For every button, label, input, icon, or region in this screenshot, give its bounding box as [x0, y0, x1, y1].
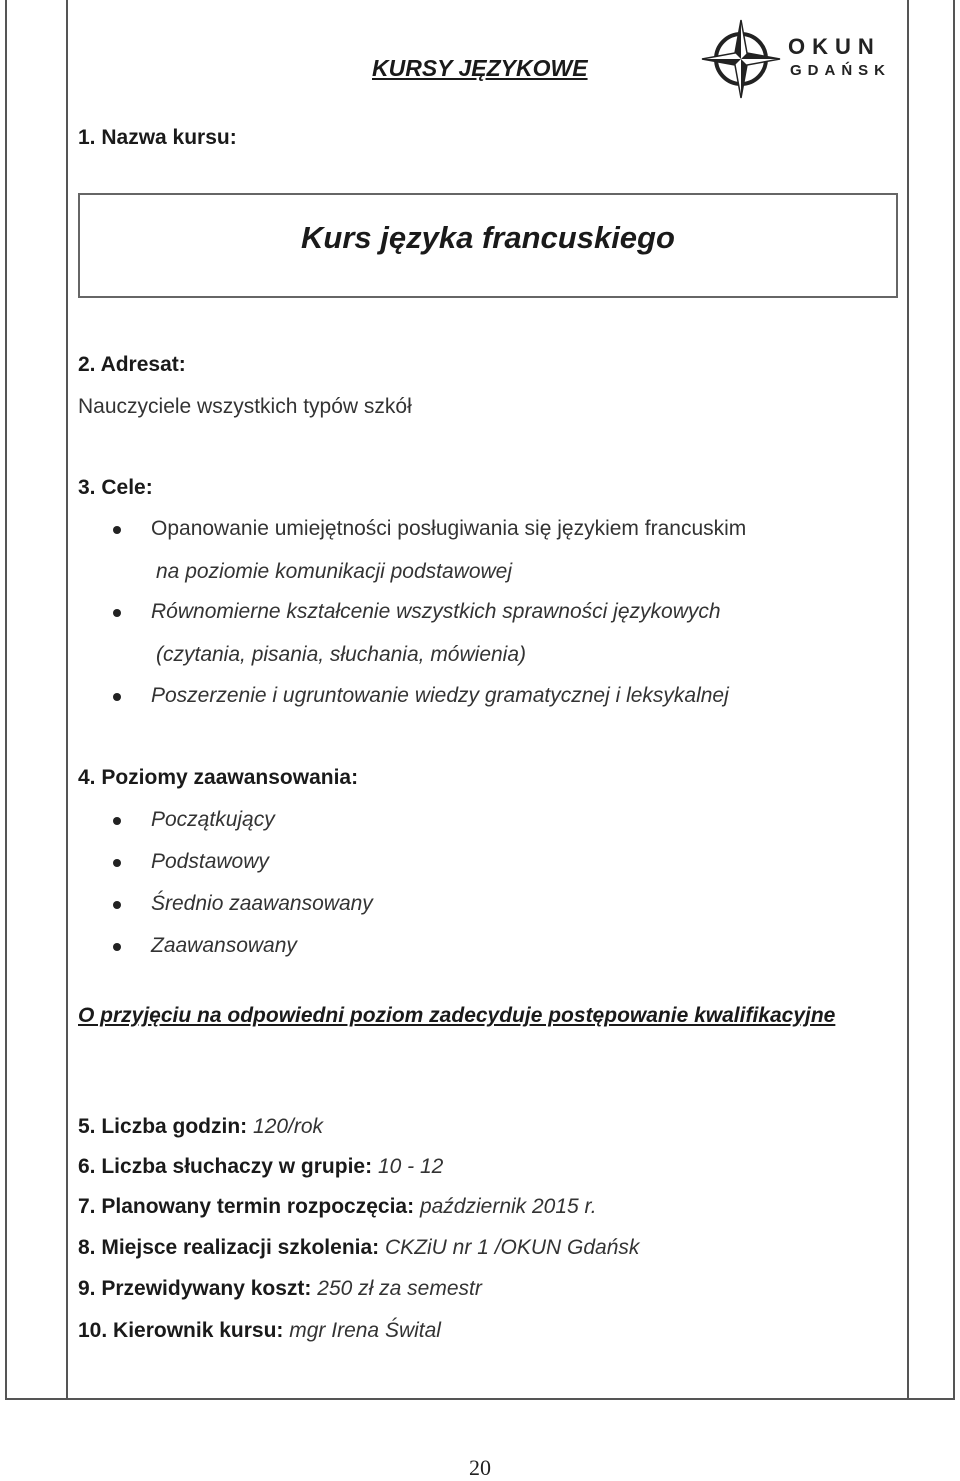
- goal-item: Poszerzenie i ugruntowanie wiedzy gramatycznej i leksykalnej: [151, 684, 729, 707]
- bullet-icon: [113, 901, 121, 909]
- detail-label: 10. Kierownik kursu:: [78, 1319, 284, 1342]
- detail-row: [78, 1277, 482, 1301]
- goal-item: Równomierne kształcenie wszystkich sprawności językowych: [151, 600, 721, 623]
- detail-label: 7. Planowany termin rozpoczęcia:: [78, 1195, 415, 1218]
- bullet-icon: [113, 817, 121, 825]
- course-name-box: [78, 193, 898, 298]
- detail-row: [78, 1319, 441, 1343]
- course-name-label: 1. Nazwa kursu:: [78, 126, 237, 149]
- level-item: Średnio zaawansowany: [151, 892, 373, 915]
- bullet-icon: [113, 526, 121, 534]
- detail-value: 10 - 12: [377, 1155, 444, 1178]
- detail-label: 8. Miejsce realizacji szkolenia:: [78, 1236, 380, 1259]
- level-item: Zaawansowany: [151, 934, 297, 957]
- bullet-icon: [113, 693, 121, 701]
- logo-city: GDAŃSK: [790, 62, 892, 79]
- header-title: KURSY JĘZYKOWE: [372, 55, 588, 81]
- goal-item-continuation: na poziomie komunikacji podstawowej: [156, 560, 513, 583]
- goal-item-continuation: (czytania, pisania, słuchania, mówienia): [156, 643, 527, 666]
- level-item: Podstawowy: [151, 850, 269, 873]
- detail-value: 250 zł za semestr: [317, 1277, 482, 1300]
- bullet-icon: [113, 609, 121, 617]
- detail-row: [78, 1155, 443, 1179]
- detail-value: październik 2015 r.: [419, 1195, 597, 1218]
- detail-value: 120/rok: [253, 1115, 324, 1138]
- detail-label: 9. Przewidywany koszt:: [78, 1277, 312, 1300]
- frame-inner-left-line: [66, 0, 68, 1400]
- detail-row: [78, 1236, 639, 1260]
- goal-item: Opanowanie umiejętności posługiwania się językiem francuskim: [151, 517, 747, 540]
- detail-row: [78, 1115, 323, 1139]
- logo-name: OKUN: [788, 34, 881, 59]
- levels-label: 4. Poziomy zaawansowania:: [78, 766, 359, 789]
- addressee-label: 2. Adresat:: [78, 353, 186, 376]
- detail-value: mgr Irena Śwital: [289, 1319, 441, 1342]
- addressee-value: Nauczyciele wszystkich typów szkół: [78, 395, 412, 418]
- detail-label: 5. Liczba godzin:: [78, 1115, 248, 1138]
- goals-label: 3. Cele:: [78, 476, 153, 499]
- level-item: Początkujący: [151, 808, 275, 831]
- page-number: 20: [469, 1455, 491, 1480]
- detail-label: 6. Liczba słuchaczy w grupie:: [78, 1155, 373, 1178]
- detail-row: [78, 1195, 597, 1219]
- detail-value: CKZiU nr 1 /OKUN Gdańsk: [385, 1236, 640, 1259]
- bullet-icon: [113, 943, 121, 951]
- bullet-icon: [113, 859, 121, 867]
- frame-inner-right-line: [907, 0, 909, 1400]
- okun-logo: [700, 18, 890, 100]
- course-name-value: Kurs języka francuskiego: [301, 220, 675, 255]
- qualification-note: O przyjęciu na odpowiedni poziom zadecyduje postępowanie kwalifikacyjne: [78, 1004, 836, 1027]
